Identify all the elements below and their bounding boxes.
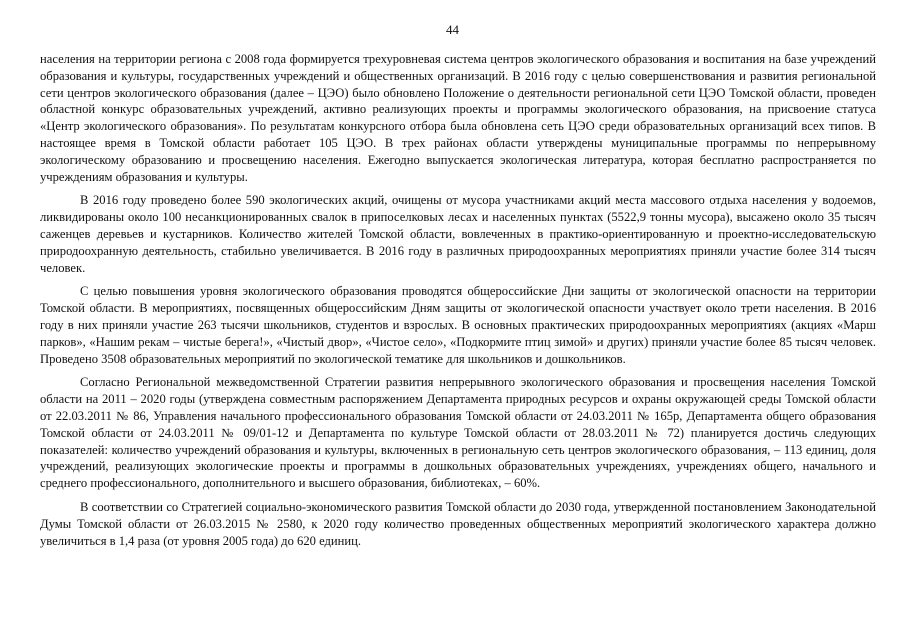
paragraph-development-strategy-2030: В соответствии со Стратегией социально-экономического развития Томской области до 2030 года, утвержденной постановлением Законодательной Думы Томской области от 26.03.2015 № 2580, к 2020 году количество проведенных общественных мероприятий экологического характера должно увеличиться в 1,4 раза (от уровня 2005 года) до 620 единиц. — [40, 499, 876, 548]
paragraph-eco-danger-days: С целью повышения уровня экологического образования проводятся общероссийские Дни защиты от экологической опасности на территории Томской области. В мероприятиях, посвященных общероссийским Дням защиты от экологической опасности участвует около трети населения. В 2016 году в них приняли участие 263 тысячи школьников, студентов и взрослых. В основных практических природоохранных мероприятиях (акциях «Марш парков», «Нашим рекам – чистые берега!», «Чистый двор», «Чистое село», «Подкормите птиц зимой» и других) приняли участие более 85 тысяч человек. Проведено 3508 образовательных мероприятий по экологической тематике для школьников и дошкольников. — [40, 284, 876, 366]
paragraph-eco-actions-2016: В 2016 году проведено более 590 экологических акций, очищены от мусора участниками акций места массового отдыха населения у водоемов, ликвидированы около 100 несанкционированных свалок в припоселковых лесах и населенных пунктах (5522,9 тонны мусора), высажено около 35 тысяч саженцев деревьев и кустарников. Количество жителей Томской области, вовлеченных в практико-ориентированную и проектно-исследовательскую природоохранную деятельность, стабильно увеличивается. В 2016 году в различных природоохранных мероприятиях приняли участие более 314 тысяч человек. — [40, 193, 876, 275]
body-text — [40, 51, 876, 549]
paragraph-regional-strategy: Согласно Региональной межведомственной Стратегии развития непрерывного экологического образования и просвещения населения Томской области на 2011 – 2020 годы (утверждена совместным распоряжением Департамента природных ресурсов и охраны окружающей среды Томской области от 22.03.2011 № 86, Управления начального профессионального образования Томской области от 24.03.2011 № 165р, Департамента общего образования Томской области от 24.03.2011 № 09/01-12 и Департамента по культуре Томской области от 28.03.2011 № 72) планируется достичь следующих показателей: количество учреждений образования и культуры, включенных в региональную сеть центров экологического образования, – 113 единиц, доля учреждений, реализующих экологические проекты и программы в дошкольных образовательных учреждениях, учреждениях общего, начального и среднего профессионального, дополнительного и высшего образования, библиотеках, – 60%. — [40, 375, 876, 491]
page-number: 44 — [446, 22, 459, 37]
paragraph-continuation: населения на территории региона с 2008 года формируется трехуровневая система центров экологического образования и воспитания на базе учреждений образования и культуры, государственных учреждений и общественных организаций. В 2016 году с целью совершенствования и развития региональной сети центров экологического образования (далее – ЦЭО) было обновлено Положение о деятельности региональной сети ЦЭО Томской области, проведен областной конкурс образовательных учреждений, активно реализующих проекты и программы экологического образования, на присвоение статуса «Центр экологического образования». По результатам конкурсного отбора была обновлена сеть ЦЭО среди образовательных организаций всех типов. В настоящее время в Томской области работает 105 ЦЭО. В трех районах области утверждены муниципальные программы по непрерывному экологическому образованию и просвещению населения. Ежегодно выпускается экологическая литература, которая бесплатно распространяется по учреждениям образования и культуры. — [40, 52, 876, 184]
